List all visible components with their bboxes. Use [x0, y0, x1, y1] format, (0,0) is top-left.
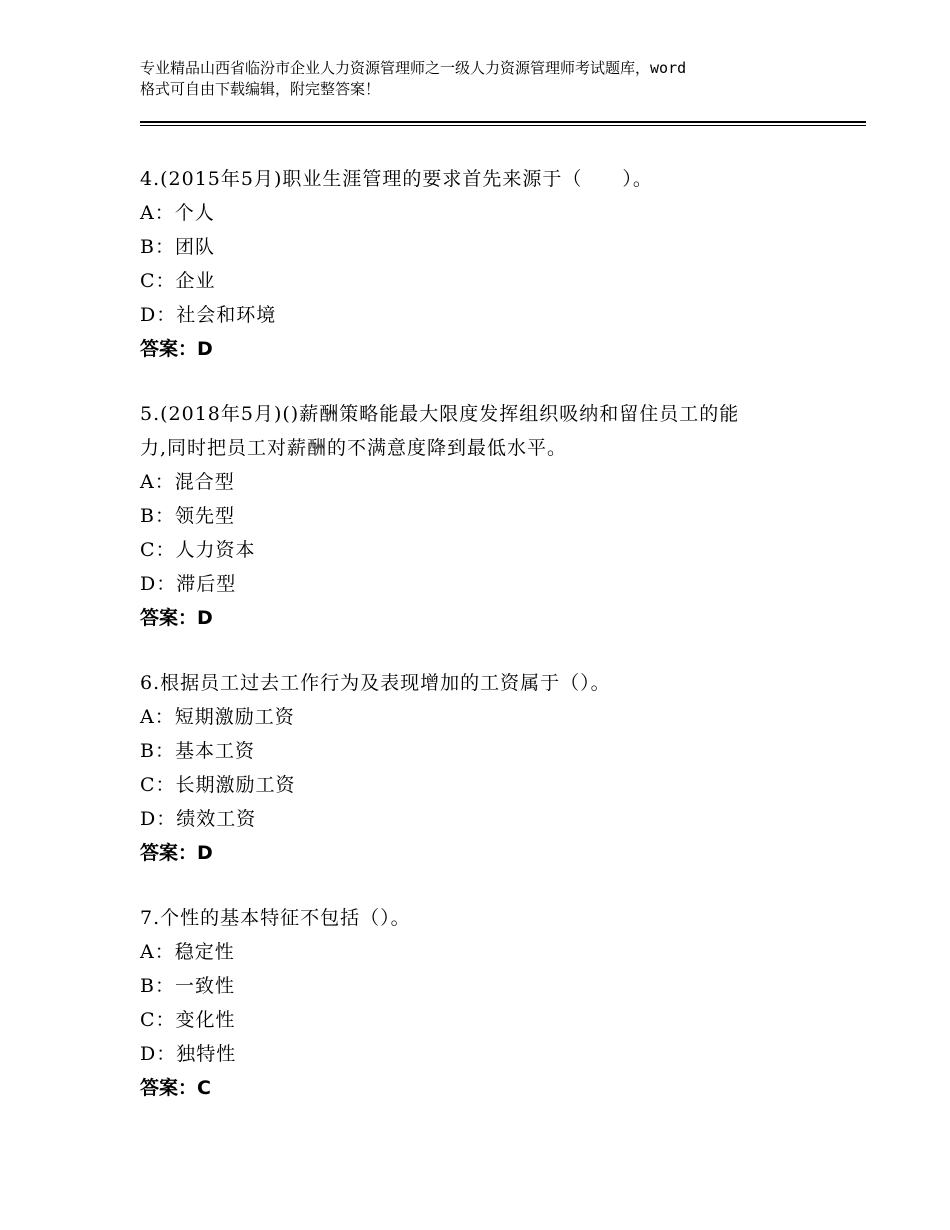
option-a: A：个人	[140, 202, 215, 224]
answer-label: 答案：C	[140, 1077, 211, 1099]
question-text: 6.根据员工过去工作行为及表现增加的工资属于（）。	[140, 672, 611, 694]
document-header	[140, 58, 840, 100]
question-list	[140, 162, 820, 1136]
question-6	[140, 666, 820, 870]
option-c: C：长期激励工资	[140, 774, 296, 796]
question-5	[140, 397, 820, 635]
question-text: 5.(2018年5月)()薪酬策略能最大限度发挥组织吸纳和留住员工的能	[140, 403, 740, 425]
option-a: A：短期激励工资	[140, 706, 295, 728]
option-d: D：绩效工资	[140, 808, 257, 830]
option-a: A：稳定性	[140, 941, 235, 963]
header-divider-thin	[140, 125, 866, 126]
option-c: C：企业	[140, 270, 216, 292]
question-4	[140, 162, 820, 366]
option-d: D：独特性	[140, 1043, 237, 1065]
option-b: B：一致性	[140, 975, 235, 997]
option-c: C：变化性	[140, 1009, 236, 1031]
header-divider-thick	[140, 121, 866, 123]
question-text: 7.个性的基本特征不包括（）。	[140, 907, 411, 929]
answer-label: 答案：D	[140, 607, 213, 629]
header-line-2: 格式可自由下载编辑，附完整答案！	[140, 80, 381, 98]
option-a: A：混合型	[140, 471, 235, 493]
question-text-continued: 力,同时把员工对薪酬的不满意度降到最低水平。	[140, 437, 568, 459]
answer-label: 答案：D	[140, 338, 213, 360]
option-c: C：人力资本	[140, 539, 256, 561]
option-b: B：基本工资	[140, 740, 255, 762]
question-text: 4.(2015年5月)职业生涯管理的要求首先来源于（ ）。	[140, 168, 653, 190]
question-7	[140, 901, 820, 1105]
option-d: D：滞后型	[140, 573, 237, 595]
answer-label: 答案：D	[140, 842, 213, 864]
option-b: B：领先型	[140, 505, 235, 527]
header-line-1: 专业精品山西省临汾市企业人力资源管理师之一级人力资源管理师考试题库，word	[140, 59, 687, 77]
option-d: D：社会和环境	[140, 304, 277, 326]
option-b: B：团队	[140, 236, 215, 258]
